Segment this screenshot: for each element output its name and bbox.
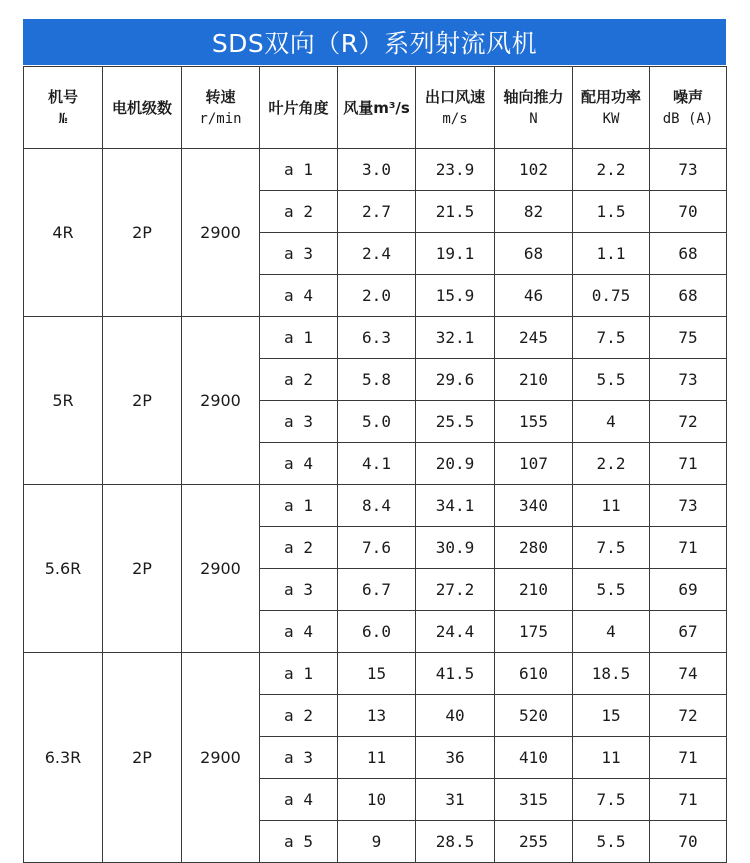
model-cell: 4R [24, 149, 103, 317]
thrust-cell: 46 [495, 275, 573, 317]
header-blade-angle: 叶片角度 [260, 67, 338, 149]
speed-cell: 2900 [182, 317, 260, 485]
blade-angle-cell: a 4 [260, 275, 338, 317]
noise-cell: 67 [650, 611, 727, 653]
velocity-cell: 40 [416, 695, 495, 737]
airflow-cell: 4.1 [338, 443, 416, 485]
power-cell: 11 [573, 737, 650, 779]
blade-angle-cell: a 4 [260, 779, 338, 821]
power-cell: 1.5 [573, 191, 650, 233]
airflow-cell: 15 [338, 653, 416, 695]
noise-cell: 74 [650, 653, 727, 695]
noise-cell: 70 [650, 191, 727, 233]
thrust-cell: 210 [495, 569, 573, 611]
header-power: 配用功率 KW [573, 67, 650, 149]
poles-cell: 2P [103, 653, 182, 863]
blade-angle-cell: a 3 [260, 233, 338, 275]
power-cell: 5.5 [573, 821, 650, 863]
thrust-cell: 82 [495, 191, 573, 233]
model-cell: 5.6R [24, 485, 103, 653]
blade-angle-cell: a 2 [260, 359, 338, 401]
thrust-cell: 68 [495, 233, 573, 275]
noise-cell: 71 [650, 737, 727, 779]
header-axial-thrust: 轴向推力 N [495, 67, 573, 149]
blade-angle-cell: a 1 [260, 485, 338, 527]
velocity-cell: 28.5 [416, 821, 495, 863]
power-cell: 18.5 [573, 653, 650, 695]
velocity-cell: 15.9 [416, 275, 495, 317]
airflow-cell: 7.6 [338, 527, 416, 569]
velocity-cell: 31 [416, 779, 495, 821]
blade-angle-cell: a 3 [260, 569, 338, 611]
power-cell: 4 [573, 401, 650, 443]
table-row [24, 653, 727, 695]
airflow-cell: 6.3 [338, 317, 416, 359]
blade-angle-cell: a 1 [260, 149, 338, 191]
speed-cell: 2900 [182, 149, 260, 317]
thrust-cell: 175 [495, 611, 573, 653]
power-cell: 2.2 [573, 149, 650, 191]
power-cell: 5.5 [573, 359, 650, 401]
power-cell: 7.5 [573, 779, 650, 821]
velocity-cell: 23.9 [416, 149, 495, 191]
noise-cell: 68 [650, 233, 727, 275]
blade-angle-cell: a 4 [260, 443, 338, 485]
airflow-cell: 2.4 [338, 233, 416, 275]
blade-angle-cell: a 2 [260, 191, 338, 233]
thrust-cell: 520 [495, 695, 573, 737]
header-row [24, 67, 727, 149]
table-row [24, 317, 727, 359]
table-row [24, 485, 727, 527]
header-model: 机号 № [24, 67, 103, 149]
thrust-cell: 255 [495, 821, 573, 863]
thrust-cell: 155 [495, 401, 573, 443]
velocity-cell: 27.2 [416, 569, 495, 611]
noise-cell: 71 [650, 527, 727, 569]
airflow-cell: 5.0 [338, 401, 416, 443]
power-cell: 4 [573, 611, 650, 653]
poles-cell: 2P [103, 317, 182, 485]
speed-cell: 2900 [182, 653, 260, 863]
blade-angle-cell: a 3 [260, 401, 338, 443]
velocity-cell: 36 [416, 737, 495, 779]
table-title: SDS双向（R）系列射流风机 [23, 19, 726, 65]
blade-angle-cell: a 1 [260, 653, 338, 695]
airflow-cell: 2.7 [338, 191, 416, 233]
noise-cell: 75 [650, 317, 727, 359]
blade-angle-cell: a 4 [260, 611, 338, 653]
airflow-cell: 10 [338, 779, 416, 821]
velocity-cell: 25.5 [416, 401, 495, 443]
poles-cell: 2P [103, 149, 182, 317]
thrust-cell: 610 [495, 653, 573, 695]
airflow-cell: 3.0 [338, 149, 416, 191]
airflow-cell: 5.8 [338, 359, 416, 401]
noise-cell: 68 [650, 275, 727, 317]
power-cell: 15 [573, 695, 650, 737]
model-cell: 6.3R [24, 653, 103, 863]
thrust-cell: 210 [495, 359, 573, 401]
power-cell: 2.2 [573, 443, 650, 485]
thrust-cell: 102 [495, 149, 573, 191]
table-row [24, 149, 727, 191]
thrust-cell: 340 [495, 485, 573, 527]
thrust-cell: 315 [495, 779, 573, 821]
velocity-cell: 19.1 [416, 233, 495, 275]
blade-angle-cell: a 2 [260, 695, 338, 737]
poles-cell: 2P [103, 485, 182, 653]
thrust-cell: 107 [495, 443, 573, 485]
fan-spec-table [23, 66, 727, 863]
noise-cell: 73 [650, 359, 727, 401]
airflow-cell: 6.7 [338, 569, 416, 611]
velocity-cell: 29.6 [416, 359, 495, 401]
power-cell: 5.5 [573, 569, 650, 611]
noise-cell: 73 [650, 485, 727, 527]
noise-cell: 72 [650, 401, 727, 443]
noise-cell: 71 [650, 779, 727, 821]
velocity-cell: 20.9 [416, 443, 495, 485]
power-cell: 0.75 [573, 275, 650, 317]
velocity-cell: 41.5 [416, 653, 495, 695]
blade-angle-cell: a 1 [260, 317, 338, 359]
header-poles: 电机级数 [103, 67, 182, 149]
noise-cell: 69 [650, 569, 727, 611]
noise-cell: 71 [650, 443, 727, 485]
airflow-cell: 11 [338, 737, 416, 779]
header-outlet-velocity: 出口风速 m/s [416, 67, 495, 149]
velocity-cell: 34.1 [416, 485, 495, 527]
power-cell: 11 [573, 485, 650, 527]
power-cell: 7.5 [573, 317, 650, 359]
noise-cell: 70 [650, 821, 727, 863]
header-speed: 转速 r/min [182, 67, 260, 149]
airflow-cell: 6.0 [338, 611, 416, 653]
airflow-cell: 2.0 [338, 275, 416, 317]
velocity-cell: 32.1 [416, 317, 495, 359]
velocity-cell: 24.4 [416, 611, 495, 653]
airflow-cell: 8.4 [338, 485, 416, 527]
velocity-cell: 30.9 [416, 527, 495, 569]
blade-angle-cell: a 2 [260, 527, 338, 569]
power-cell: 1.1 [573, 233, 650, 275]
blade-angle-cell: a 3 [260, 737, 338, 779]
blade-angle-cell: a 5 [260, 821, 338, 863]
noise-cell: 73 [650, 149, 727, 191]
velocity-cell: 21.5 [416, 191, 495, 233]
airflow-cell: 13 [338, 695, 416, 737]
thrust-cell: 280 [495, 527, 573, 569]
speed-cell: 2900 [182, 485, 260, 653]
model-cell: 5R [24, 317, 103, 485]
airflow-cell: 9 [338, 821, 416, 863]
thrust-cell: 245 [495, 317, 573, 359]
header-airflow: 风量m³/s [338, 67, 416, 149]
noise-cell: 72 [650, 695, 727, 737]
thrust-cell: 410 [495, 737, 573, 779]
power-cell: 7.5 [573, 527, 650, 569]
header-noise: 噪声 dB (A) [650, 67, 727, 149]
